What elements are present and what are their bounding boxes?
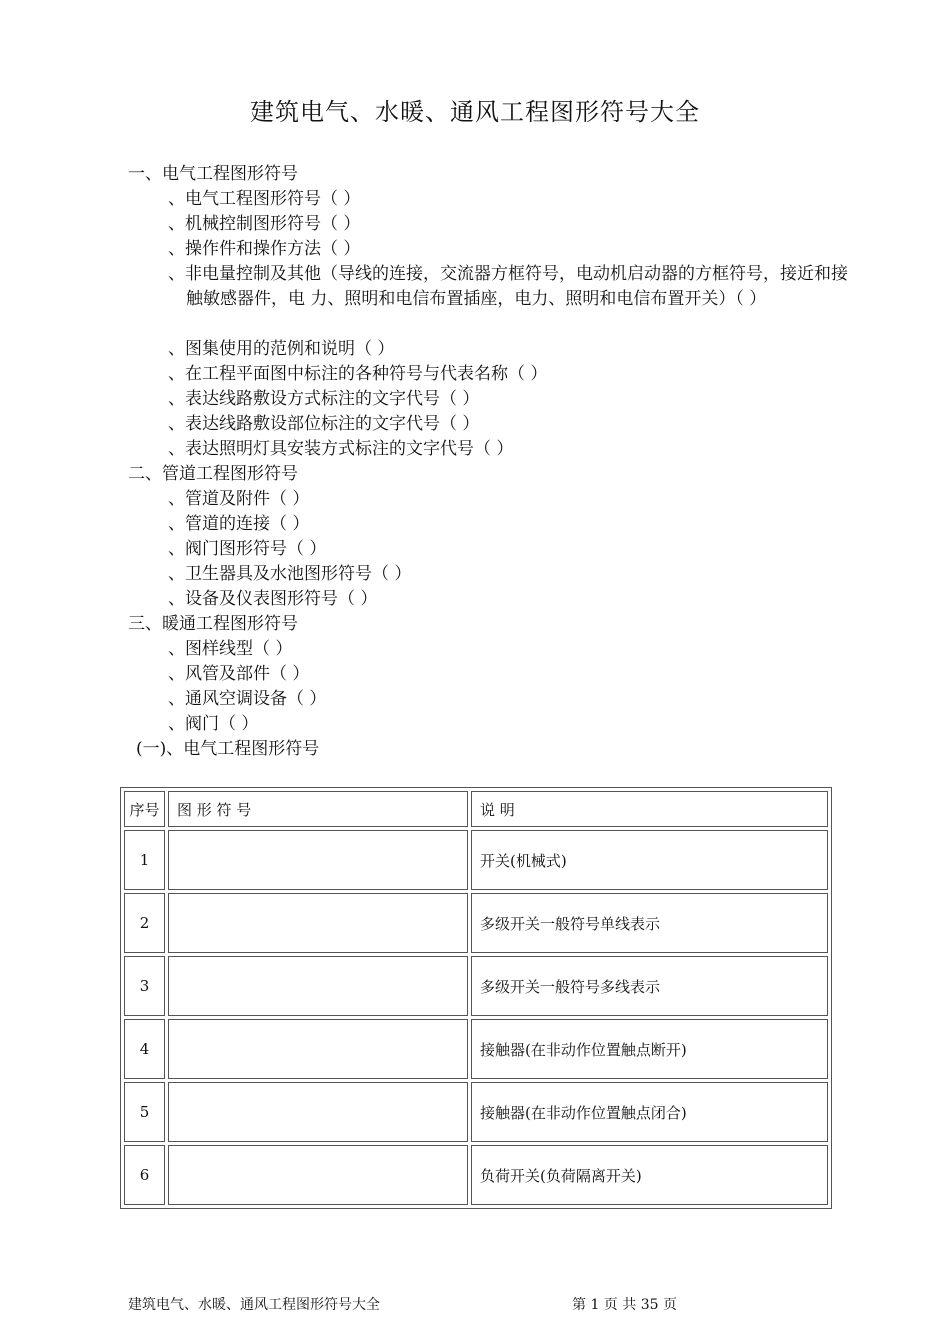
header-symbol: 图 形 符 号 [168,791,468,827]
row-symbol [168,893,468,953]
toc-item: 、卫生器具及水池图形符号（ ） [168,564,412,584]
row-number: 5 [124,1082,165,1142]
row-number: 4 [124,1019,165,1079]
toc-item: 、通风空调设备（ ） [168,689,327,709]
toc-section-hvac: 三、暖通工程图形符号 [128,614,298,634]
toc-item: 、机械控制图形符号（ ） [168,214,361,234]
row-description: 多级开关一般符号多线表示 [471,956,828,1016]
header-description: 说 明 [471,791,828,827]
toc-item: 、图样线型（ ） [168,639,293,659]
subsection-heading: (一)、电气工程图形符号 [136,739,320,759]
row-description: 接触器(在非动作位置触点断开) [471,1019,828,1079]
row-description: 多级开关一般符号单线表示 [471,893,828,953]
toc-item: 、设备及仪表图形符号（ ） [168,589,378,609]
toc-section-electrical: 一、电气工程图形符号 [128,164,298,184]
table-row [124,1145,828,1205]
footer-document-title: 建筑电气、水暖、通风工程图形符号大全 [128,1297,380,1313]
toc-item: 、在工程平面图中标注的各种符号与代表名称（ ） [168,364,548,384]
row-symbol [168,1082,468,1142]
row-number: 3 [124,956,165,1016]
row-symbol [168,1145,468,1205]
row-symbol [168,830,468,890]
row-number: 1 [124,830,165,890]
table-row [124,1019,828,1079]
symbol-table [120,787,832,1209]
toc-section-piping: 二、管道工程图形符号 [128,464,298,484]
table-row [124,1082,828,1142]
row-symbol [168,956,468,1016]
document-title: 建筑电气、水暖、通风工程图形符号大全 [250,98,700,126]
toc-item: 、表达线路敷设部位标注的文字代号（ ） [168,414,480,434]
row-number: 6 [124,1145,165,1205]
row-description: 开关(机械式) [471,830,828,890]
toc-item: 、操作件和操作方法（ ） [168,239,361,259]
table-header-row [124,791,828,827]
row-symbol [168,1019,468,1079]
row-number: 2 [124,893,165,953]
toc-item: 、电气工程图形符号（ ） [168,189,361,209]
toc-item: 、非电量控制及其他（导线的连接，交流器方框符号，电动机启动器的方框符号，接近和接触敏感器件，电 力、照明和电信布置插座，电力、照明和电信布置开关）（ ） [168,264,848,309]
table-row [124,956,828,1016]
toc-item: 、表达照明灯具安装方式标注的文字代号（ ） [168,439,514,459]
toc-item: 、风管及部件（ ） [168,664,310,684]
table-row [124,893,828,953]
footer-page-number: 第 1 页 共 35 页 [572,1297,677,1313]
table-row [124,830,828,890]
toc-item: 、阀门（ ） [168,714,259,734]
row-description: 负荷开关(负荷隔离开关) [471,1145,828,1205]
toc-item: 、管道的连接（ ） [168,514,310,534]
toc-item: 、图集使用的范例和说明（ ） [168,339,395,359]
header-number: 序号 [124,791,165,827]
toc-item: 、阀门图形符号（ ） [168,539,327,559]
row-description: 接触器(在非动作位置触点闭合) [471,1082,828,1142]
toc-item: 、管道及附件（ ） [168,489,310,509]
toc-item: 、表达线路敷设方式标注的文字代号（ ） [168,389,480,409]
